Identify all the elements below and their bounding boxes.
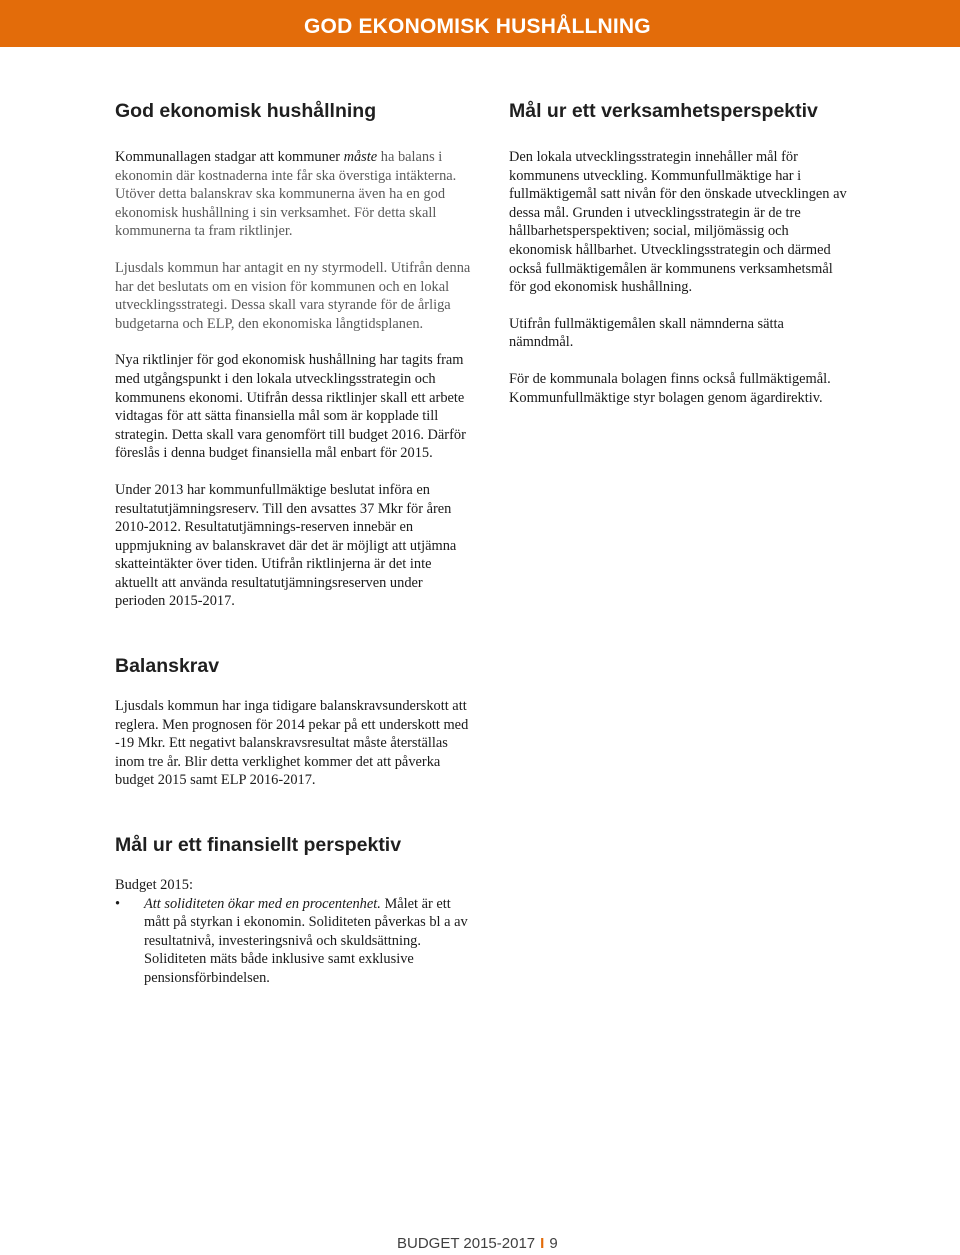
paragraph-styrmodell: Ljusdals kommun har antagit en ny styrmodell. Utifrån denna har det beslutats om en vision för kommunen och en lokal utvecklingsstrategi. Dessa skall vara styrande för de årliga budgetarna och ELP, den ekonomiska långtidsplanen.	[115, 259, 471, 332]
paragraph-riktlinjer: Nya riktlinjer för god ekonomisk hushållning har tagits fram med utgångspunkt i den lokala utvecklingsstrategin och kommunens ekonomi. Utifrån dessa riktlinjer skall ett arbete vidtagas för att sätta finansiella mål som är kopplade till strategin. Detta skall vara genomfört till budget 2016. Därför föreslås i denna budget finansiella mål enbart för 2015.	[115, 352, 466, 462]
paragraph-kommunala-bolagen: För de kommunala bolagen finns också fullmäktigemål. Kommunfullmäktige styr bolagen genom ägardirektiv.	[509, 370, 831, 406]
goal-list	[115, 895, 475, 988]
footer-separator: I	[540, 1235, 545, 1252]
header-banner	[0, 0, 960, 47]
section-heading-god-ekonomisk-hushallning: God ekonomisk hushållning	[115, 100, 377, 122]
paragraph-balanskrav: Ljusdals kommun har inga tidigare balanskravsunderskott att reglera. Men prognosen för 2014 pekar på ett underskott med -19 Mkr. Ett negativt balanskravsresultat måste återställas inom tre år. Blir detta verklighet kommer det att påverka budget 2015 samt ELP 2016-2017.	[115, 698, 469, 789]
footer-label: BUDGET 2015-2017	[397, 1235, 536, 1252]
list-item: • Att soliditeten ökar med en procentenhet. Målet är ett mått på styrkan i ekonomin. Soliditeten påverkas bl a av resultatnivå, investeringsnivå och skuldsättning. Soliditeten mäts både inklusive samt exklusive pensionsförbindelsen.	[115, 895, 468, 986]
section-heading-finansiellt-perspektiv: Mål ur ett finansiellt perspektiv	[115, 834, 402, 857]
paragraph-resultatutjamningsreserv: Under 2013 har kommunfullmäktige beslutat införa en resultatutjämningsreserv. Till den avsattes 37 Mkr för åren 2010-2012. Resultatutjämnings-reserven innebär en uppmjukning av balanskravet där det är möjligt att utjämna skatteintäkter över tiden. Utifrån riktlinjerna är det inte aktuellt att använda resultatutjämningsreserven under perioden 2015-2017.	[115, 481, 457, 610]
paragraph-namndmal: Utifrån fullmäktigemålen skall nämnderna sätta nämndmål.	[509, 315, 784, 351]
right-column	[509, 100, 849, 407]
page-footer	[397, 1235, 558, 1252]
section-heading-verksamhetsperspektiv: Mål ur ett verksamhetsperspektiv	[509, 100, 818, 122]
paragraph-kommunallagen: Kommunallagen stadgar att kommuner måste ha balans i ekonomin där kostnaderna inte får ska överstiga intäkterna. Utöver detta balanskrav ska kommunerna även ha en god ekonomisk hushållning i sin verksamhet. För detta skall kommunerna ta fram riktlinjer.	[115, 149, 457, 240]
paragraph-lokala-utvecklingsstrategin: Den lokala utvecklingsstrategin innehåller mål för kommunens utveckling. Kommunfullmäktige har i fullmäktigemål satt nivån för den önskade utvecklingen av dessa mål. Grunden i utvecklingsstrategin är de tre hållbarhetsperspektiven; social, miljömässig och ekonomisk hållbarhet. Utvecklingsstrategin och därmed också fullmäktigemålen är kommunens verksamhetsmål för god ekonomisk hushållning.	[509, 149, 847, 296]
paragraph-budget-2015: Budget 2015:	[115, 877, 193, 894]
bullet-icon: •	[115, 895, 121, 912]
page-number: 9	[549, 1235, 558, 1252]
left-column	[115, 100, 475, 988]
section-heading-balanskrav: Balanskrav	[115, 655, 220, 678]
page-title: GOD EKONOMISK HUSHÅLLNING	[304, 15, 651, 38]
